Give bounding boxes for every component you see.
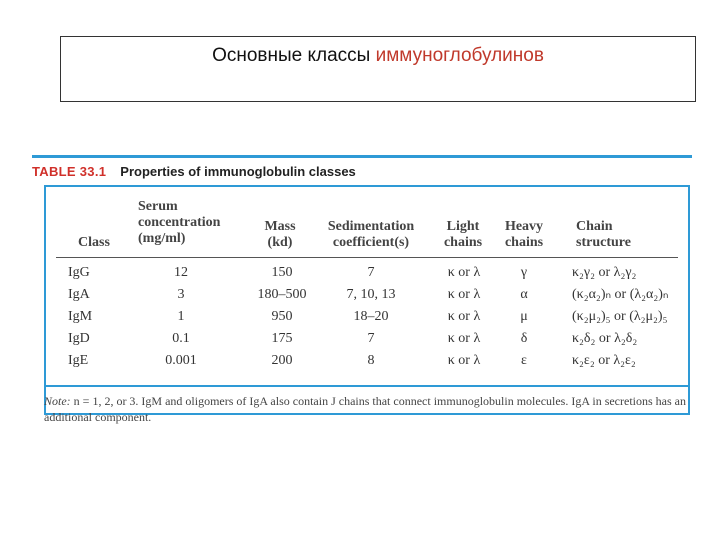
note-label: Note:: [44, 394, 71, 408]
header-serum-concentration: Serum concentration (mg/ml): [138, 199, 221, 246]
header-heavy-chains: Heavy chains: [504, 219, 544, 250]
table-cell-r3-c5: δ: [520, 331, 528, 346]
header-rule: [56, 257, 678, 258]
table-number: TABLE 33.1: [32, 164, 107, 179]
table-cell-r4-c2: 200: [271, 353, 293, 368]
table-caption: [32, 164, 356, 179]
table-cell-r2-c3: 18–20: [353, 309, 389, 324]
table-cell-r0-c6: κ₂γ₂ or λ₂γ₂: [572, 265, 637, 280]
table-cell-r2-c0: IgM: [68, 309, 93, 324]
header-sedimentation: Sedimentation coefficient(s): [327, 219, 415, 250]
table-cell-r2-c6: (κ₂μ₂)₅ or (λ₂μ₂)₅: [572, 309, 668, 324]
table-cell-r1-c2: 180–500: [257, 287, 307, 302]
table-cell-r1-c4: κ or λ: [447, 287, 481, 302]
table-cell-r1-c0: IgA: [68, 287, 90, 302]
table-cell-r4-c6: κ₂ε₂ or λ₂ε₂: [572, 353, 636, 368]
table-cell-r4-c5: ε: [521, 353, 527, 368]
table-cell-r1-c1: 3: [177, 287, 185, 302]
table-cell-r0-c4: κ or λ: [447, 265, 481, 280]
header-chain-structure: Chain structure: [576, 219, 631, 250]
slide-title-prefix: Основные классы: [212, 45, 376, 66]
table-cell-r3-c1: 0.1: [172, 331, 190, 346]
header-light-chains: Light chains: [443, 219, 483, 250]
table-note: [44, 393, 690, 425]
table-frame: [44, 185, 690, 415]
table-cell-r4-c4: κ or λ: [447, 353, 481, 368]
table-cell-r2-c4: κ or λ: [447, 309, 481, 324]
header-class: Class: [78, 235, 110, 250]
table-cell-r2-c1: 1: [177, 309, 185, 324]
table-cell-r0-c3: 7: [367, 265, 375, 280]
slide-title-accent: иммуноглобулинов: [375, 45, 544, 66]
table-cell-r3-c3: 7: [367, 331, 375, 346]
table-cell-r4-c1: 0.001: [165, 353, 197, 368]
table-cell-r4-c3: 8: [367, 353, 375, 368]
table-cell-r3-c2: 175: [271, 331, 293, 346]
table-cell-r3-c6: κ₂δ₂ or λ₂δ₂: [572, 331, 638, 346]
header-mass: Mass (kd): [264, 219, 296, 250]
note-text: n = 1, 2, or 3. IgM and oligomers of IgA also contain J chains that connect immunoglobulin molecules. IgA in secretions has an additional component.: [44, 394, 686, 424]
table-cell-r3-c0: IgD: [68, 331, 90, 346]
table-figure: [32, 155, 692, 435]
table-top-rule: [32, 155, 692, 158]
table-cell-r3-c4: κ or λ: [447, 331, 481, 346]
table-cell-r1-c3: 7, 10, 13: [346, 287, 396, 302]
table-cell-r2-c5: μ: [520, 309, 528, 324]
table-cell-r2-c2: 950: [271, 309, 293, 324]
table-cell-r1-c5: α: [520, 287, 528, 302]
table-cell-r0-c1: 12: [174, 265, 188, 280]
table-cell-r0-c5: γ: [520, 265, 528, 280]
table-cell-r4-c0: IgE: [68, 353, 89, 368]
table-caption-text: Properties of immunoglobulin classes: [120, 164, 356, 179]
table-cell-r0-c0: IgG: [68, 265, 90, 280]
table-cell-r0-c2: 150: [271, 265, 293, 280]
slide-title-box: [60, 36, 696, 102]
table-cell-r1-c6: (κ₂α₂)ₙ or (λ₂α₂)ₙ: [572, 287, 669, 302]
table-bottom-rule: [46, 385, 688, 387]
slide-title: [61, 45, 695, 67]
